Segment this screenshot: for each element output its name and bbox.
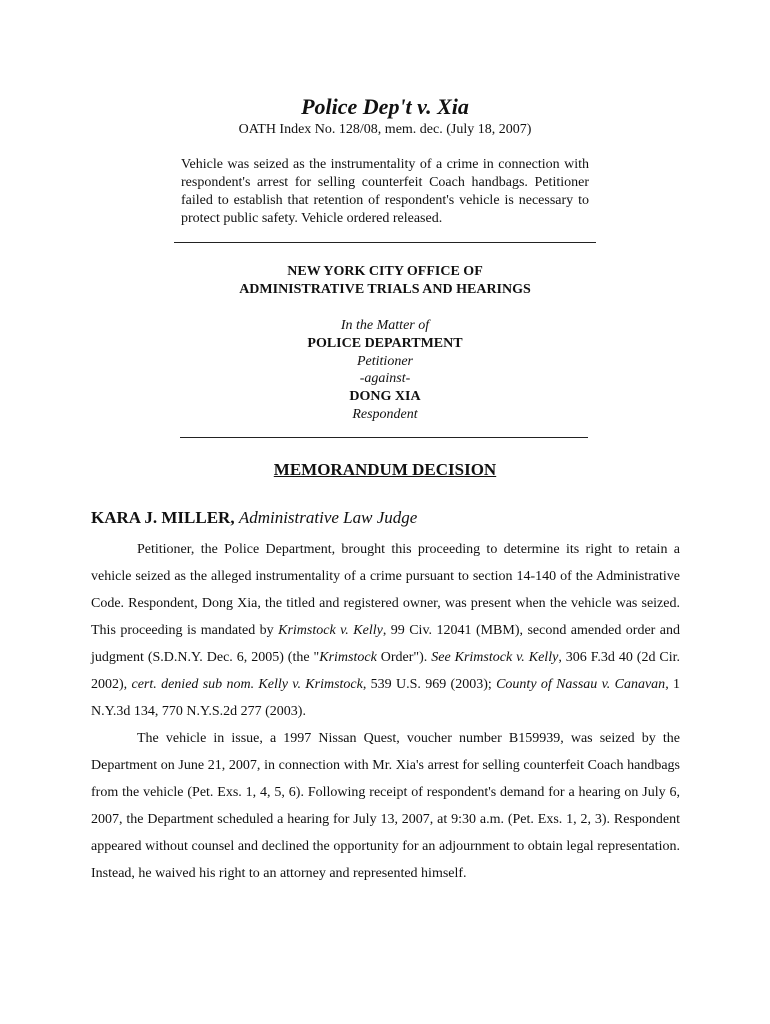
respondent-name: DONG XIA xyxy=(349,389,421,405)
p1-case-2: Krimstock xyxy=(319,650,377,665)
p1-text-1: Petitioner, the Police Department, brought this proceeding to determine its right to retain a vehicle seized as the alleged instrumentality of a crime pursuant to section 14-140 of the Administrative Code. Respondent, Dong Xia, the titled and registered owner, was present when the vehicle was seized. This proceeding is mandated by xyxy=(91,542,680,638)
case-title: Police Dep't v. Xia xyxy=(301,94,469,119)
decision-body xyxy=(91,536,680,887)
petitioner-label: Petitioner xyxy=(357,353,413,369)
p1-case-4: cert. denied sub nom. Kelly v. Krimstock xyxy=(131,677,363,692)
p1-case-3: See Krimstock v. Kelly xyxy=(431,650,559,665)
respondent-label: Respondent xyxy=(352,406,418,422)
judge-title: Administrative Law Judge xyxy=(238,508,418,527)
case-summary: Vehicle was seized as the instrumentality of a crime in connection with respondent's arrest for selling counterfeit Coach handbags. Petitioner failed to establish that retention of respondent's vehicle is necessary to protect public safety. Vehicle ordered released. xyxy=(181,157,589,226)
p1-text-6: , 1 N.Y.3d 134, 770 N.Y.S.2d 277 (2003). xyxy=(91,677,681,719)
p1-text-2: , 99 Civ. 12041 (MBM), second amended order and judgment (S.D.N.Y. Dec. 6, 2005) (the " xyxy=(91,623,680,665)
judge-line xyxy=(91,507,417,529)
against-label: -against- xyxy=(359,371,411,387)
p1-text-4: , 306 F.3d 40 (2d Cir. 2002), xyxy=(91,650,681,692)
p1-text-5: , 539 U.S. 969 (2003); xyxy=(362,677,497,692)
decision-heading: MEMORANDUM DECISION xyxy=(273,460,497,479)
p1-case-1: Krimstock v. Kelly xyxy=(278,623,383,638)
case-citation: OATH Index No. 128/08, mem. dec. (July 18, 2007) xyxy=(238,122,532,137)
divider-bottom xyxy=(180,437,588,438)
agency-line-1: NEW YORK CITY OFFICE OF xyxy=(287,264,483,279)
divider-top xyxy=(174,242,596,243)
p1-case-5: County of Nassau v. Canavan xyxy=(496,677,666,692)
agency-name xyxy=(0,263,770,299)
body-paragraph-2: The vehicle in issue, a 1997 Nissan Quest, voucher number B159939, was seized by the Department on June 21, 2007, in connection with Mr. Xia's arrest for selling counterfeit Coach handbags from the vehicle (Pet. Exs. 1, 4, 5, 6). Following receipt of respondent's demand for a hearing on July 6, 2007, the Department scheduled a hearing for July 13, 2007, at 9:30 a.m. (Pet. Exs. 1, 2, 3). Respondent appeared without counsel and declined the opportunity for an adjournment to obtain legal representation. Instead, he waived his right to an attorney and represented himself. xyxy=(91,731,680,881)
body-paragraph-1 xyxy=(91,536,680,725)
judge-name: KARA J. MILLER, xyxy=(91,508,235,527)
case-caption xyxy=(0,317,770,424)
petitioner-name: POLICE DEPARTMENT xyxy=(307,335,463,351)
in-the-matter-of: In the Matter of xyxy=(340,318,430,333)
agency-line-2: ADMINISTRATIVE TRIALS AND HEARINGS xyxy=(239,282,531,297)
p1-text-3: Order"). xyxy=(376,650,432,665)
